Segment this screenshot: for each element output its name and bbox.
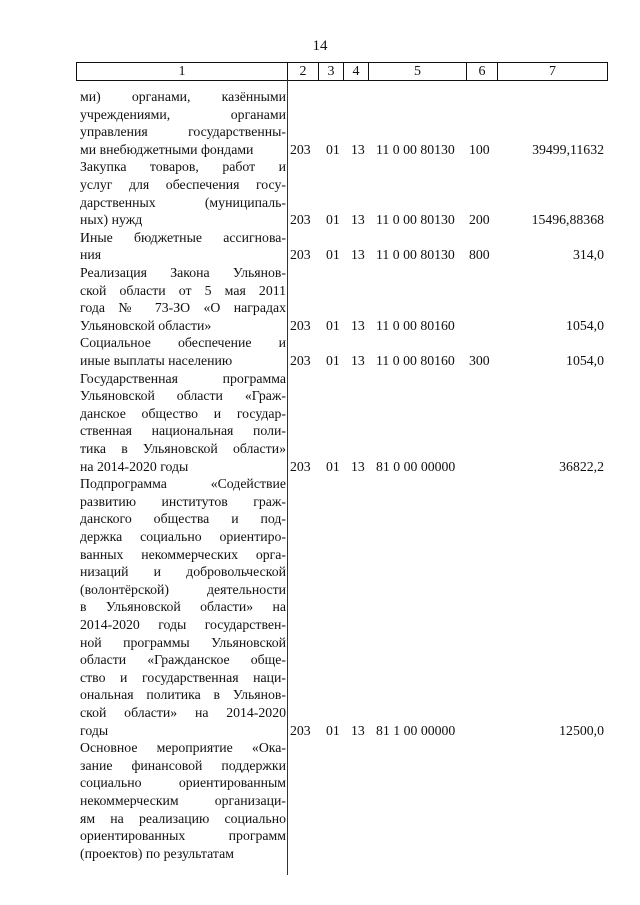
header-col-1: 1 <box>76 62 287 81</box>
description-line: ориентированных программ <box>80 828 286 844</box>
description-line: учреждениями, органами <box>80 106 286 122</box>
description-line: Реализация Закона Ульянов- <box>80 265 286 280</box>
description-line: низаций и добровольческой <box>80 564 286 580</box>
description-line: (проектов) по результатам <box>80 845 234 861</box>
cell-section: 01 <box>326 722 340 738</box>
description-line: зание финансовой поддержки <box>80 757 286 773</box>
description-line: Ульяновской области «Граж- <box>80 388 286 404</box>
cell-section: 01 <box>326 353 340 368</box>
row-description <box>80 475 286 739</box>
description-line: услуг для обеспечения госу- <box>80 176 286 192</box>
cell-code: 203 <box>290 458 311 474</box>
description-line: Основное мероприятие «Ока- <box>80 740 286 756</box>
description-line: 2014-2020 годы государствен- <box>80 616 286 632</box>
cell-target-article: 81 0 00 00000 <box>376 458 456 474</box>
description-line: ной программы Ульяновской <box>80 634 286 650</box>
description-line: некоммерческим организаци- <box>80 792 286 808</box>
header-col-4: 4 <box>343 62 368 81</box>
cell-code: 203 <box>290 353 311 368</box>
description-line: Иные бюджетные ассигнова- <box>80 229 286 245</box>
cell-amount: 39499,11632 <box>532 141 604 157</box>
cell-code: 203 <box>290 317 311 333</box>
description-line: ми внебюджетными фондами <box>80 141 254 157</box>
description-line: данское общество и государ- <box>80 405 286 421</box>
row-description <box>80 158 286 228</box>
cell-subsection: 13 <box>351 247 365 263</box>
row-description <box>80 264 286 334</box>
description-line: держка социально ориентиро- <box>80 528 286 544</box>
description-line: ство и государственная наци- <box>80 669 286 685</box>
column-divider <box>287 80 288 875</box>
cell-code: 203 <box>290 722 311 738</box>
cell-amount: 1054,0 <box>566 353 604 368</box>
cell-section: 01 <box>326 212 340 228</box>
cell-section: 01 <box>326 458 340 474</box>
cell-code: 203 <box>290 247 311 263</box>
description-line: ванных некоммерческих орга- <box>80 546 286 562</box>
cell-subsection: 13 <box>351 212 365 228</box>
cell-section: 01 <box>326 141 340 157</box>
description-line: ственная национальная поли- <box>80 423 286 439</box>
description-line: ния <box>80 247 102 263</box>
description-line: ональная политика в Ульянов- <box>80 687 286 703</box>
cell-subsection: 13 <box>351 141 365 157</box>
description-line: Подпрограмма «Содействие <box>80 476 286 492</box>
description-line: (волонтёрской) деятельности <box>80 581 286 597</box>
cell-amount: 314,0 <box>572 247 604 263</box>
row-description <box>80 229 286 264</box>
cell-subsection: 13 <box>351 722 365 738</box>
description-line: ми) органами, казёнными <box>80 89 286 104</box>
description-line: управления государственны- <box>80 124 286 140</box>
description-line: Закупка товаров, работ и <box>80 159 286 175</box>
row-description <box>80 334 286 369</box>
header-col-7: 7 <box>497 62 608 81</box>
cell-subsection: 13 <box>351 353 365 368</box>
cell-amount: 15496,88368 <box>531 212 604 228</box>
cell-expense-type: 200 <box>469 212 490 228</box>
cell-expense-type: 300 <box>469 353 490 368</box>
cell-expense-type: 800 <box>469 247 490 263</box>
cell-target-article: 11 0 00 80130 <box>376 141 455 157</box>
cell-target-article: 11 0 00 80160 <box>376 317 455 333</box>
description-line: дарственных (муниципаль- <box>80 194 286 210</box>
description-line: годы <box>80 722 109 738</box>
cell-subsection: 13 <box>351 317 365 333</box>
description-line: Ульяновской области» <box>80 317 212 333</box>
description-line: данского общества и под- <box>80 511 286 527</box>
row-description <box>80 739 286 862</box>
description-line: развитию институтов граж- <box>80 493 286 509</box>
cell-expense-type: 100 <box>469 141 490 157</box>
cell-code: 203 <box>290 141 311 157</box>
cell-amount: 1054,0 <box>566 317 604 333</box>
cell-target-article: 81 1 00 00000 <box>376 722 456 738</box>
description-line: ных) нужд <box>80 212 143 228</box>
header-col-2: 2 <box>287 62 318 81</box>
description-line: ской области от 5 мая 2011 <box>80 282 286 298</box>
cell-amount: 12500,0 <box>559 722 604 738</box>
row-description <box>80 370 286 476</box>
header-col-6: 6 <box>466 62 497 81</box>
description-line: ской области» на 2014-2020 <box>80 704 286 720</box>
cell-amount: 36822,2 <box>559 458 604 474</box>
description-line: социально ориентированным <box>80 775 286 791</box>
cell-target-article: 11 0 00 80130 <box>376 212 455 228</box>
description-line: Социальное обеспечение и <box>80 335 286 351</box>
description-line: Государственная программа <box>80 370 286 386</box>
cell-subsection: 13 <box>351 458 365 474</box>
cell-target-article: 11 0 00 80130 <box>376 247 455 263</box>
description-line: года № 73-ЗО «О наградах <box>80 300 286 316</box>
description-line: ям на реализацию социально <box>80 810 286 826</box>
description-line: на 2014-2020 годы <box>80 458 189 474</box>
page-number: 14 <box>312 38 328 54</box>
header-col-5: 5 <box>368 62 466 81</box>
row-description <box>80 88 286 158</box>
description-line: области «Гражданское обще- <box>80 652 286 668</box>
header-col-3: 3 <box>318 62 343 81</box>
cell-target-article: 11 0 00 80160 <box>376 353 455 368</box>
description-line: тика в Ульяновской области» <box>80 440 286 456</box>
description-line: иные выплаты населению <box>80 352 233 368</box>
cell-section: 01 <box>326 247 340 263</box>
description-line: в Ульяновской области» на <box>80 599 286 615</box>
cell-section: 01 <box>326 317 340 333</box>
cell-code: 203 <box>290 212 311 228</box>
